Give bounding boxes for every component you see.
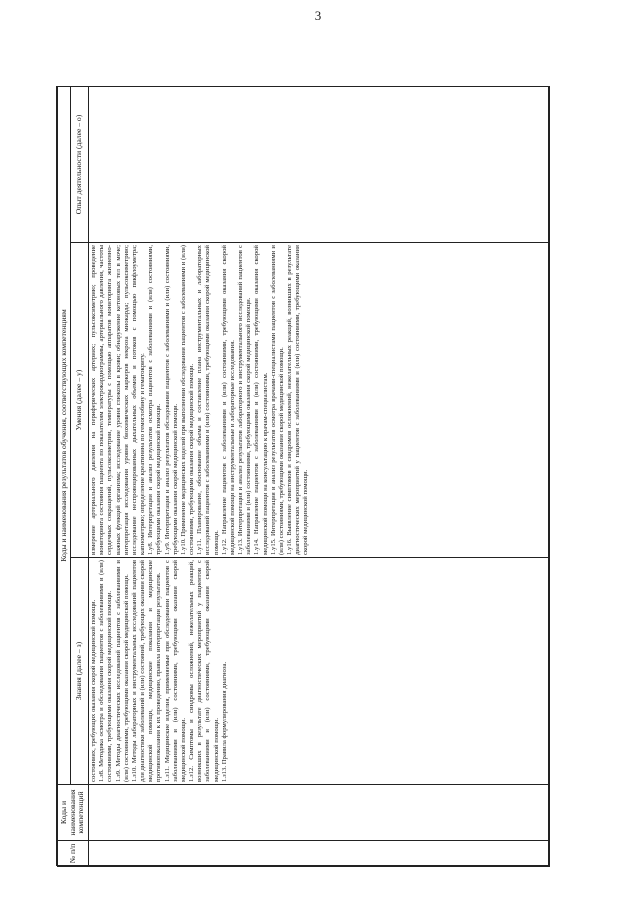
skills-item: 1.у8. Интерпретация и анализ результатов осмотра пациентов с заболеваниями и (или) состояниями, требующими оказания скорой медицинской помощи.	[147, 245, 163, 555]
skills-cell	[89, 243, 550, 558]
cell-codes	[89, 785, 550, 841]
header-knowledge: Знания (далее – з)	[71, 558, 89, 785]
skills-item: 1.у14. Направление пациентов с заболеваниями и (или) состояниями, требующими оказания скорой медицинской помощи на консультацию к врачам-специалистам.	[253, 245, 269, 555]
knowledge-item: состояниях, требующих оказания скорой медицинской помощи.	[90, 599, 97, 782]
knowledge-item: 1.з9. Методы диагностических исследований пациентов с заболеваниями и (или) состояниями, требующими оказания скорой медицинской помощи.	[114, 560, 130, 782]
skills-item: 1.у9. Интерпретация и анализ результатов обследования пациентов с заболеваниями и (или) состояниями, требующими оказания скорой медицинской помощи.	[163, 245, 179, 555]
skills-item: 1.у15. Интерпретация и анализ результатов осмотра врачами-специалистами пациентов с заболеваниями и (или) состояниями, требующими оказания скорой медицинской помощи.	[269, 245, 285, 555]
skills-item: 1.у12. Направление пациентов с заболеваниями и (или) состояниями, требующими оказания скорой медицинской помощи на инструментальные и лабораторные исследования.	[220, 245, 236, 555]
knowledge-item: 1.з8. Методика осмотра и обследования пациентов с заболеваниями и (или) состояниями, требующими оказания скорой медицинской помощи.	[98, 560, 114, 782]
header-experience: Опыт деятельности (далее – о)	[71, 86, 89, 242]
competencies-table	[57, 86, 550, 867]
skills-item: измерение артериального давления на периферических артериях; пульсоксиметрию; проведение мониторинга состояния пациента по показателям электрокардиограммы, артериального давления, частоты сердечных сокращений, пульсоксиметрии, температуры с помощью аппаратов мониторинга жизненно-важных функций организма; исследование уровня глюкозы в крови; обнаружение кетоновых тел в моче; интерпретация исследования уровня биохимических маркеров некроза миокарда; пульсоксиметрию; исследование неспровоцированных дыхательных объемов и потоков с помощью пикфлоуметра; капнометрию; определение креатинина по гемоглобину и гематокриту.	[90, 245, 147, 555]
knowledge-item: 1.з13. Правила формулирования диагноза.	[220, 661, 228, 782]
header-group: Коды и наименования результатов обучения, соответствующих компетенциям	[58, 86, 71, 784]
skills-item: 1.у13. Интерпретация и анализ результатов лабораторного и инструментального исследований пациентов с заболеваниями и (или) состояниями, требующими оказания скорой медицинской помощи.	[237, 245, 253, 555]
header-skills: Умения (далее – у)	[71, 243, 89, 558]
rotated-table	[57, 87, 550, 867]
skills-item: 1.у10. Применение медицинских изделий при выполнении обследования пациентов с заболеваниями и (или) состояниями, требующими оказания скорой медицинской помощи.	[179, 245, 196, 555]
header-codes: Коды и наименования компетенций	[58, 785, 89, 841]
skills-item: 1.у16. Выявление симптомов и синдромов осложнений, нежелательных реакций, возникших в результате диагностических мероприятий у пациентов с заболеваниями и (или) состояниями, требующими оказания скорой медицинской помощи.	[286, 245, 310, 555]
header-num: № п/п	[58, 841, 89, 867]
experience-cell	[89, 86, 550, 242]
knowledge-cell	[89, 558, 550, 785]
page-number: 3	[314, 8, 322, 23]
cell-num	[89, 841, 550, 867]
knowledge-item: 1.з10. Методы лабораторных и инструментальных исследований пациентов для диагностики заболеваний и (или) состояний, требующих оказания скорой медицинской помощи, медицинские показания и медицинские противопоказания к их проведению, правила интерпретации результатов.	[130, 560, 163, 782]
knowledge-item: 1.з11. Медицинские изделия, применяемые при обследовании пациентов с заболеваниями и (или) состояниями, требующими оказания скорой медицинской помощи.	[163, 560, 187, 782]
document-table-frame	[56, 86, 549, 866]
knowledge-item: 1.з12. Симптомы и синдромы осложнений, нежелательных реакций, возникших в результате диагностических мероприятий у пациентов с заболеваниями и (или) состояниями, требующими оказания скорой медицинской помощи.	[188, 560, 220, 782]
skills-item: 1.у11. Планирование, обоснование объема и составление плана инструментальных и лабораторных исследований пациентов с заболеваниями и (или) состояниями, требующими оказания скорой медицинской помощи.	[196, 245, 220, 555]
